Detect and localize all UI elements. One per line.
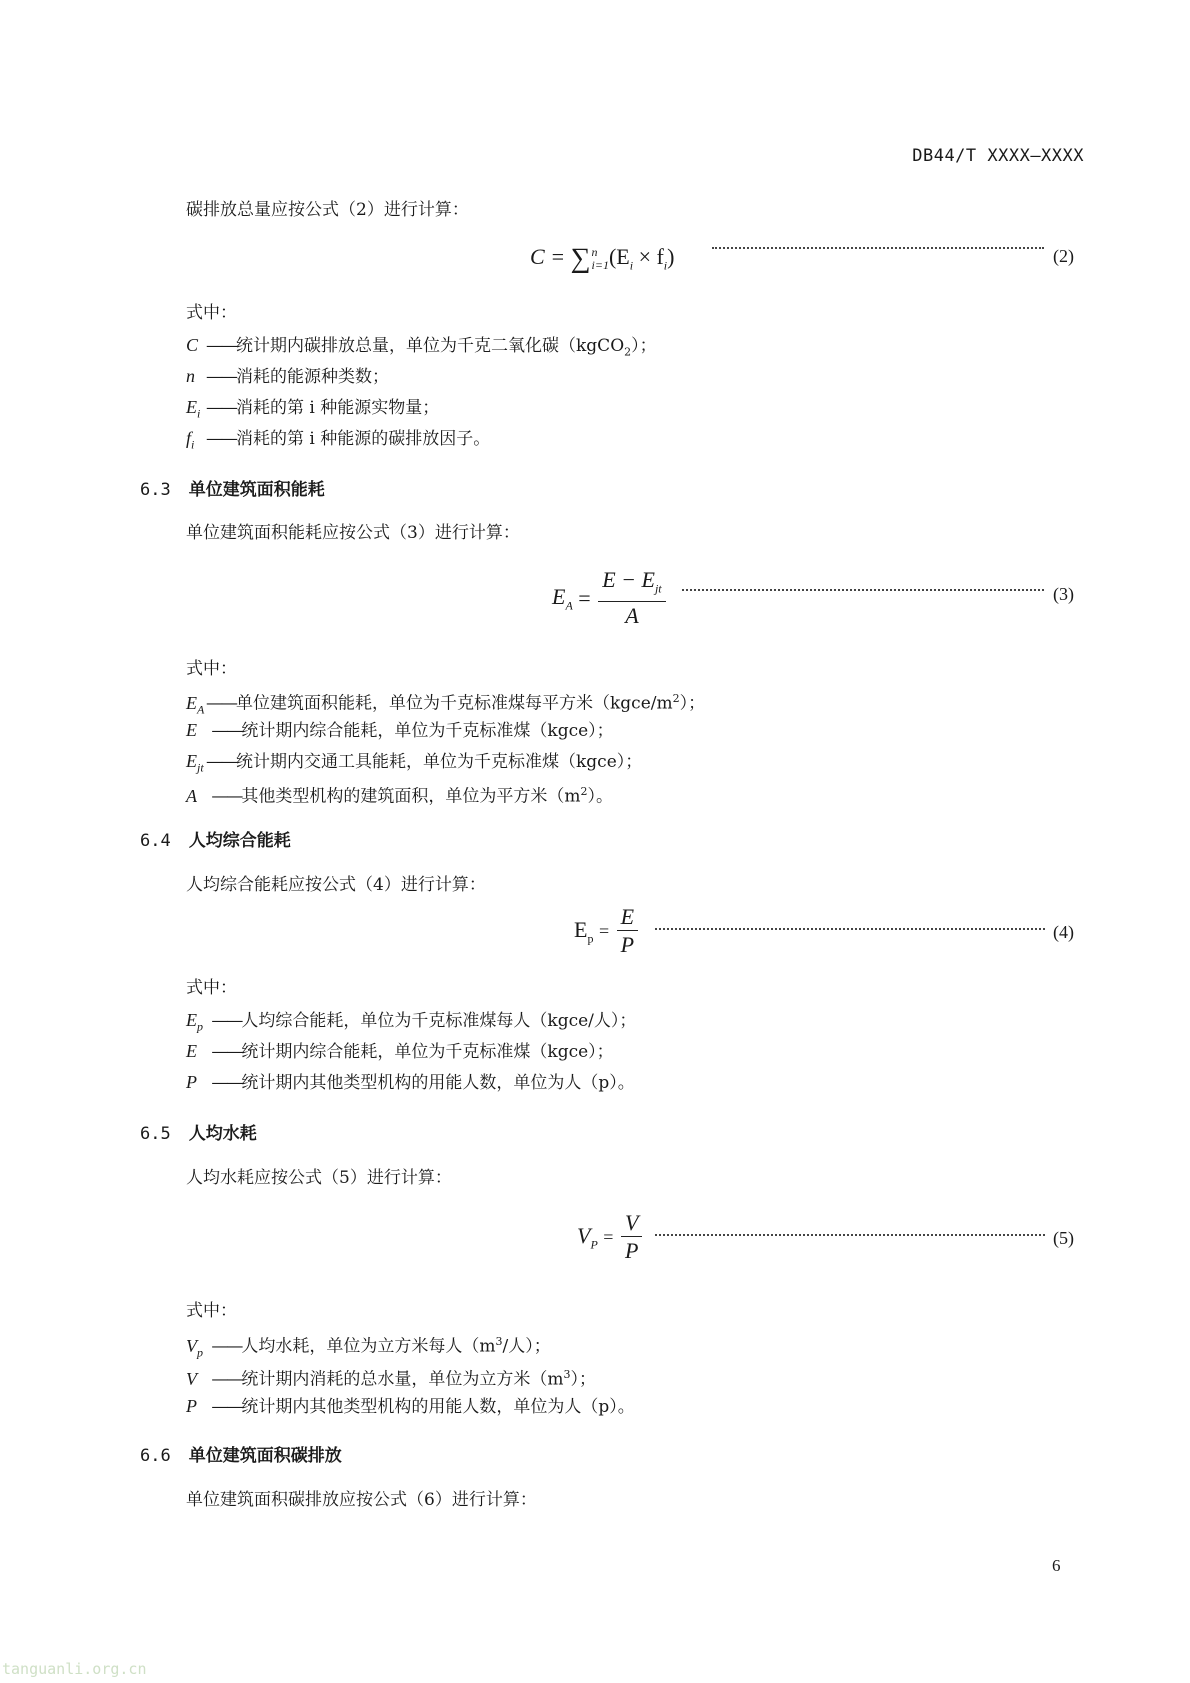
var-def-Ep [186,1009,636,1038]
formula-3 [552,567,668,630]
var-desc-end: ）。 [587,786,614,807]
sym: V [577,1222,591,1248]
var-def-P [186,1071,635,1094]
var-def-V [186,1364,596,1391]
sym: E [186,751,197,771]
var-symbol: P [186,1396,197,1416]
denominator: A [625,603,639,629]
var-symbol: n [186,366,195,386]
sub: p [587,931,594,946]
formula-5-intro: 人均水耗应按公式（5）进行计算： [186,1168,452,1188]
document-code: DB44/T XXXX—XXXX [912,146,1084,166]
formula-2-body: (E [608,244,630,269]
sym: E [186,1010,197,1030]
equation-number-3: (3) [1053,584,1074,604]
var-symbol [186,396,206,425]
numerator [598,567,665,602]
formula-3-lhs [552,584,573,613]
dash: —— [206,367,236,387]
var-desc: 单位建筑面积能耗，单位为千克标准煤每平方米（kgce/m [236,693,673,714]
var-def-Ejt [186,750,642,779]
var-desc: 统计期内综合能耗，单位为千克标准煤（kgce）； [241,1042,614,1062]
section-heading-6-6 [140,1441,342,1466]
var-desc-end: ）； [570,1369,597,1390]
var-desc: 消耗的第 i 种能源实物量； [236,398,440,418]
denominator: P [620,932,635,957]
equation-number-2: (2) [1053,246,1074,266]
var-desc: 人均综合能耗，单位为千克标准煤每人（kgce/人）； [241,1011,637,1031]
numerator: V [621,1210,642,1237]
sup: 3 [563,1368,571,1381]
sub: i [663,258,668,273]
var-def-n [186,365,389,388]
watermark: tanguanli.org.cn [2,1660,147,1678]
formula-4-intro: 人均综合能耗应按公式（4）进行计算： [186,875,486,895]
formula-2: C = ∑ n i=1 $(E_i \times f_i)$ [530,243,675,274]
sum-upper: n [591,244,598,259]
sym: E [186,397,197,417]
section-title: 人均水耗 [188,1124,257,1144]
section-number: 6.4 [140,831,171,851]
var-desc: 统计期内交通工具能耗，单位为千克标准煤（kgce）； [236,752,643,772]
sup: 2 [580,785,588,798]
dash: —— [211,1073,242,1093]
section-title: 单位建筑面积能耗 [188,480,325,500]
sub: A [565,598,573,613]
var-symbol [186,692,206,721]
section-heading-6-4 [140,826,291,851]
equation-number-5: (5) [1053,1228,1074,1248]
sym: E [574,916,588,942]
var-desc: 统计期内其他类型机构的用能人数，单位为人（p）。 [241,1073,635,1093]
dash: —— [211,786,242,807]
var-symbol: V [186,1368,197,1389]
page-number: 6 [1052,1556,1061,1575]
var-desc: 统计期内消耗的总水量，单位为立方米（m [241,1369,564,1390]
formula-4 [574,904,640,959]
sub: jt [197,760,204,775]
var-symbol [186,427,206,456]
sub: p [197,1019,203,1034]
var-desc-end: /人）； [502,1336,551,1357]
sub: i [197,406,201,421]
formula-4-lhs [574,916,594,946]
formula-2-lhs: C [530,244,545,269]
var-desc: 人均水耗，单位为立方米每人（m [241,1336,496,1357]
sub: P [590,1237,598,1252]
var-def-fi [186,427,490,456]
dash: —— [211,1369,242,1390]
var-symbol: C [186,335,199,355]
dash: —— [211,1042,242,1062]
formula-2-times: × f [633,244,664,269]
section-number: 6.5 [140,1124,171,1144]
var-def-C [186,334,657,363]
var-symbol [186,1335,206,1364]
sym: E [186,692,197,713]
var-symbol [186,1009,206,1038]
var-desc-end: ）； [631,336,657,356]
equals: = [578,585,591,611]
formula-5 [577,1210,644,1265]
sum-lower: i=1 [591,257,609,272]
var-def-E [186,1040,614,1063]
dash: —— [206,429,236,449]
dash: —— [206,398,236,418]
dash: —— [211,1336,242,1357]
section-heading-6-3 [140,475,325,500]
sym: f [186,428,192,448]
leader-dots [682,589,1044,591]
var-desc: 其他类型机构的建筑面积，单位为平方米（m [241,786,581,807]
section-title: 人均综合能耗 [188,831,291,851]
sup: 3 [495,1335,503,1348]
sym: E [552,584,566,609]
dash: —— [211,1397,242,1417]
var-desc: 消耗的能源种类数； [236,367,389,387]
var-symbol [186,750,206,779]
leader-dots [655,1234,1045,1236]
sub: A [197,702,205,717]
var-def-Ei [186,396,439,425]
num-text: E − E [602,567,655,592]
var-desc: 统计期内其他类型机构的用能人数，单位为人（p）。 [241,1397,635,1417]
sub: i [191,437,195,452]
dash: —— [211,721,242,741]
var-symbol: E [186,1041,197,1061]
formula-2-intro: 碳排放总量应按公式（2）进行计算： [186,200,469,220]
sup: 2 [672,692,680,705]
section-number: 6.3 [140,480,171,500]
dash: —— [206,693,236,714]
sub: jt [654,581,662,596]
where-label: 式中： [186,1301,237,1321]
fraction [598,567,665,630]
formula-3-intro: 单位建筑面积能耗应按公式（3）进行计算： [186,523,520,543]
denominator: P [624,1238,639,1263]
section-number: 6.6 [140,1446,171,1466]
where-label: 式中： [186,978,237,998]
var-def-A [186,781,613,808]
equals: = [603,1227,614,1247]
where-label: 式中： [186,659,237,679]
leader-dots [712,247,1044,249]
sub: i [629,258,634,273]
sym: V [186,1335,197,1356]
equation-number-4: (4) [1053,922,1074,942]
section-heading-6-5 [140,1119,257,1144]
dash: —— [206,336,236,356]
equals: = [598,921,610,941]
fraction [621,1210,642,1265]
var-def-EA [186,688,705,720]
var-def-Vp [186,1331,551,1363]
sub: 2 [624,345,632,359]
numerator: E [617,904,638,931]
section-title: 单位建筑面积碳排放 [188,1446,342,1466]
var-def-P [186,1395,635,1418]
formula-5-lhs [577,1222,598,1252]
var-desc: 消耗的第 i 种能源的碳排放因子。 [236,429,491,449]
dash: —— [206,752,236,772]
dash: —— [211,1011,242,1031]
var-symbol: P [186,1072,197,1092]
sub: p [197,1345,203,1360]
var-desc-end: ）； [679,693,706,714]
fraction [617,904,638,959]
leader-dots [655,928,1045,930]
var-desc: 统计期内综合能耗，单位为千克标准煤（kgce）； [241,721,614,741]
var-symbol: E [186,720,197,740]
formula-2-close: ) [667,244,675,269]
var-symbol: A [186,785,197,806]
formula-6-intro: 单位建筑面积碳排放应按公式（6）进行计算： [186,1490,537,1510]
var-def-E [186,719,614,742]
var-desc: 统计期内碳排放总量，单位为千克二氧化碳（kgCO [236,336,625,356]
sum-symbol: ∑ [570,243,591,274]
where-label: 式中： [186,303,237,323]
